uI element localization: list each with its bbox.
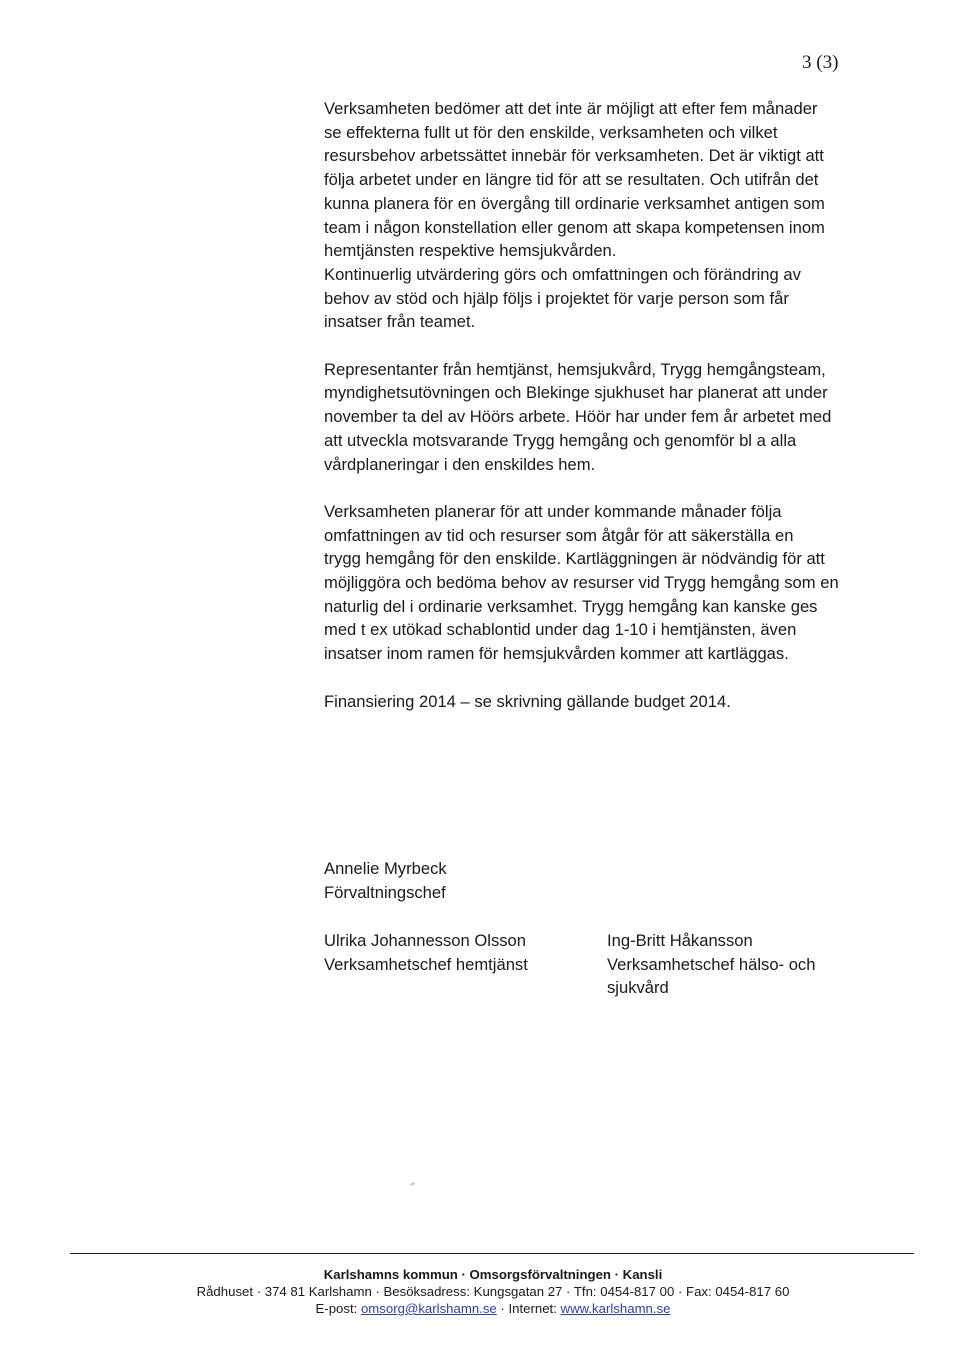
signer-title: Förvaltningschef: [324, 882, 446, 902]
footer-organization: Karlshamns kommun · Omsorgsförvaltningen · Kansli: [323, 1267, 663, 1282]
footer-contact: [0, 1300, 960, 1317]
signer-name: Ing-Britt Håkansson: [607, 931, 753, 950]
email-link[interactable]: omsorg@karlshamn.se: [360, 1301, 497, 1316]
footer-address: Rådhuset · 374 81 Karlshamn · Besöksadress: Kungsgatan 27 · Tfn: 0454-817 00 · Fax: 0454-817 60: [196, 1284, 790, 1299]
email-label: E-post:: [315, 1301, 361, 1316]
paragraph-spacer: [324, 666, 884, 690]
paragraph-spacer: [324, 476, 884, 500]
text-line: möjliggöra och bedöma behov av resurser vid Trygg hemgång som en: [324, 573, 839, 593]
text-line: insatser inom ramen för hemsjukvården kommer att kartläggas.: [324, 644, 789, 664]
paragraph-financing: [324, 690, 884, 714]
footer-divider: [70, 1253, 914, 1254]
website-link[interactable]: www.karlshamn.se: [560, 1301, 671, 1316]
paragraph-planning: [324, 500, 884, 666]
text-line: omfattningen av tid och resurser som åtgår för att säkerställa en: [324, 525, 794, 545]
signer-name: Annelie Myrbeck: [324, 859, 447, 878]
text-line: Verksamheten planerar för att under kommande månader följa: [324, 501, 782, 521]
signer-name: Ulrika Johannesson Olsson: [324, 931, 526, 950]
text-line: hemtjänsten respektive hemsjukvården.: [324, 241, 617, 261]
page-number: 3 (3): [802, 52, 839, 73]
paragraph-spacer: [324, 334, 884, 358]
text-line: november ta del av Höörs arbete. Höör har under fem år arbetet med: [324, 407, 832, 427]
text-line: resursbehov arbetssättet innebär för verksamheten. Det är viktigt att: [324, 146, 824, 166]
signature-main: [324, 857, 447, 904]
text-line: följa arbetet under en längre tid för att se resultaten. Och utifrån det: [324, 170, 819, 190]
text-line: behov av stöd och hjälp följs i projektet för varje person som får: [324, 288, 789, 308]
signature-right: [607, 929, 815, 1000]
signer-title-continued: sjukvård: [607, 978, 669, 998]
text-line: Verksamheten bedömer att det inte är möjligt att efter fem månader: [324, 99, 818, 118]
text-line: Kontinuerlig utvärdering görs och omfattningen och förändring av: [324, 264, 801, 284]
text-line: myndighetsutövningen och Blekinge sjukhuset har planerat att under: [324, 383, 828, 403]
signer-title: Verksamhetschef hemtjänst: [324, 954, 528, 974]
internet-label: · Internet:: [496, 1301, 561, 1316]
signer-title: Verksamhetschef hälso- och: [607, 954, 816, 974]
text-line: insatser från teamet.: [324, 312, 476, 332]
text-line: trygg hemgång för den enskilde. Kartläggningen är nödvändig för att: [324, 549, 825, 569]
text-line: med t ex utökad schablontid under dag 1-10 i hemtjänsten, även: [324, 620, 797, 640]
letter-body: [324, 97, 884, 713]
scan-speck: [410, 1182, 415, 1186]
text-line: att utveckla motsvarande Trygg hemgång och genomför bl a alla: [324, 430, 797, 450]
signature-left: [324, 929, 528, 976]
text-line: kunna planera för en övergång till ordinarie verksamhet antigen som: [324, 193, 825, 213]
text-line: team i någon konstellation eller genom att skapa kompetensen inom: [324, 217, 825, 237]
text-line: vårdplaneringar i den enskildes hem.: [324, 454, 596, 474]
text-line: naturlig del i ordinarie verksamhet. Trygg hemgång kan kanske ges: [324, 596, 818, 616]
text-line: se effekterna fullt ut för den enskilde, verksamheten och vilket: [324, 122, 778, 142]
paragraph-evaluation: [324, 97, 884, 334]
paragraph-representatives: [324, 358, 884, 477]
text-line: Finansiering 2014 – se skrivning gällande budget 2014.: [324, 691, 731, 711]
text-line: Representanter från hemtjänst, hemsjukvård, Trygg hemgångsteam,: [324, 359, 826, 379]
letterhead-footer: [0, 1266, 960, 1317]
